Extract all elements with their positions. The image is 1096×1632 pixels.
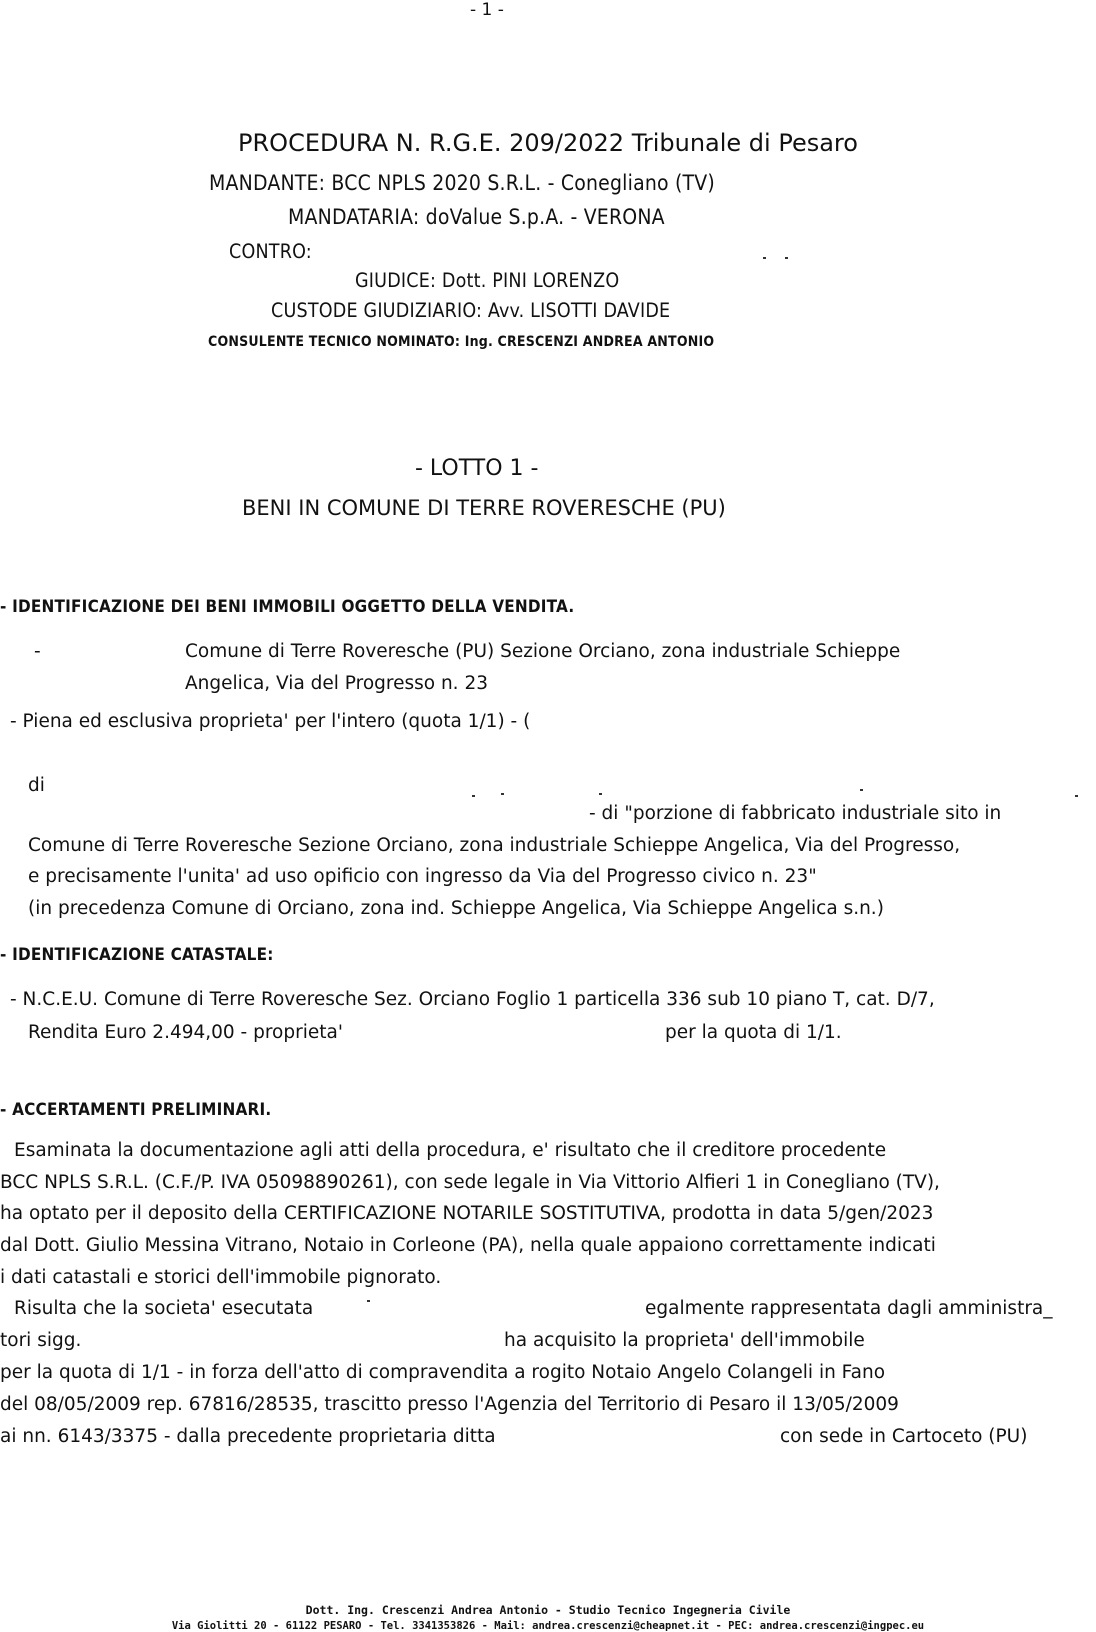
footer-studio-line: Dott. Ing. Crescenzi Andrea Antonio - Studio Tecnico Ingegneria Civile <box>305 1603 791 1617</box>
paragraph2-line5b: con sede in Cartoceto (PU) <box>780 1426 1028 1447</box>
description-line2: Comune di Terre Roveresche Sezione Orciano, zona industriale Schieppe Angelica, Via del Progresso, <box>28 835 961 856</box>
cadastral-line1: - N.C.E.U. Comune di Terre Roveresche Sez. Orciano Foglio 1 particella 336 sub 10 piano T, cat. D/7, <box>10 989 935 1010</box>
procedure-title: PROCEDURA N. R.G.E. 209/2022 Tribunale di Pesaro <box>238 129 858 157</box>
description-line1: - di "porzione di fabbricato industriale sito in <box>589 803 1002 824</box>
paragraph1-line3: ha optato per il deposito della CERTIFICAZIONE NOTARILE SOSTITUTIVA, prodotta in data 5/gen/2023 <box>0 1203 934 1224</box>
page-number: - 1 - <box>470 0 504 20</box>
paragraph2-line3: per la quota di 1/1 - in forza dell'atto di compravendita a rogito Notaio Angelo Colangeli in Fano <box>0 1362 886 1383</box>
paragraph2-line2b: ha acquisito la proprieta' dell'immobile <box>504 1330 865 1351</box>
mandante-line: MANDANTE: BCC NPLS 2020 S.R.L. - Conegliano (TV) <box>209 171 715 195</box>
paragraph1-line4: dal Dott. Giulio Messina Vitrano, Notaio in Corleone (PA), nella quale appaiono correttamente indicati <box>0 1235 936 1256</box>
description-line4: (in precedenza Comune di Orciano, zona ind. Schieppe Angelica, Via Schieppe Angelica s.n.) <box>28 898 884 919</box>
consulente-line: CONSULENTE TECNICO NOMINATO: Ing. CRESCENZI ANDREA ANTONIO <box>208 334 715 350</box>
lotto-subtitle: BENI IN COMUNE DI TERRE ROVERESCHE (PU) <box>242 496 726 520</box>
paragraph1-line2: BCC NPLS S.R.L. (C.F./P. IVA 05098890261), con sede legale in Via Vittorio Alfieri 1 in Conegliano (TV), <box>0 1172 940 1193</box>
cadastral-line2b: per la quota di 1/1. <box>665 1022 842 1043</box>
paragraph2-line1a: Risulta che la societa' esecutata <box>14 1298 314 1319</box>
paragraph2-line1b: egalmente rappresentata dagli amministra_ <box>645 1298 1053 1319</box>
property-location-line2: Angelica, Via del Progresso n. 23 <box>185 673 488 694</box>
section-heading-accertamenti: - ACCERTAMENTI PRELIMINARI. <box>0 1100 272 1120</box>
item-dash: - <box>34 641 41 662</box>
di-label: di <box>28 775 45 796</box>
lotto-title: - LOTTO 1 - <box>415 456 539 481</box>
paragraph1-line5: i dati catastali e storici dell'immobile pignorato. <box>0 1267 442 1288</box>
cadastral-line2a: Rendita Euro 2.494,00 - proprieta' <box>28 1022 343 1043</box>
section-heading-catastale: - IDENTIFICAZIONE CATASTALE: <box>0 945 274 965</box>
ownership-line: - Piena ed esclusiva proprieta' per l'intero (quota 1/1) - ( <box>10 711 531 732</box>
property-location-line1: Comune di Terre Roveresche (PU) Sezione Orciano, zona industriale Schieppe <box>185 641 901 662</box>
section-heading-identificazione: - IDENTIFICAZIONE DEI BENI IMMOBILI OGGETTO DELLA VENDITA. <box>0 597 575 617</box>
custode-line: CUSTODE GIUDIZIARIO: Avv. LISOTTI DAVIDE <box>271 299 671 322</box>
footer-contact-line: Via Giolitti 20 - 61122 PESARO - Tel. 3341353826 - Mail: andrea.crescenzi@cheapnet.it - PEC: andrea.crescenzi@ingpec.eu <box>171 1620 925 1632</box>
paragraph2-line4: del 08/05/2009 rep. 67816/28535, trascitto presso l'Agenzia del Territorio di Pesaro il 13/05/2009 <box>0 1394 899 1415</box>
paragraph1-line1: Esaminata la documentazione agli atti della procedura, e' risultato che il creditore procedente <box>14 1140 887 1161</box>
paragraph2-line2a: tori sigg. <box>0 1330 82 1351</box>
paragraph2-line5a: ai nn. 6143/3375 - dalla precedente proprietaria ditta <box>0 1426 496 1447</box>
giudice-line: GIUDICE: Dott. PINI LORENZO <box>355 269 620 292</box>
mandataria-line: MANDATARIA: doValue S.p.A. - VERONA <box>288 205 665 229</box>
contro-label: CONTRO: <box>229 240 312 263</box>
description-line3: e precisamente l'unita' ad uso opificio con ingresso da Via del Progresso civico n. 23" <box>28 866 817 887</box>
